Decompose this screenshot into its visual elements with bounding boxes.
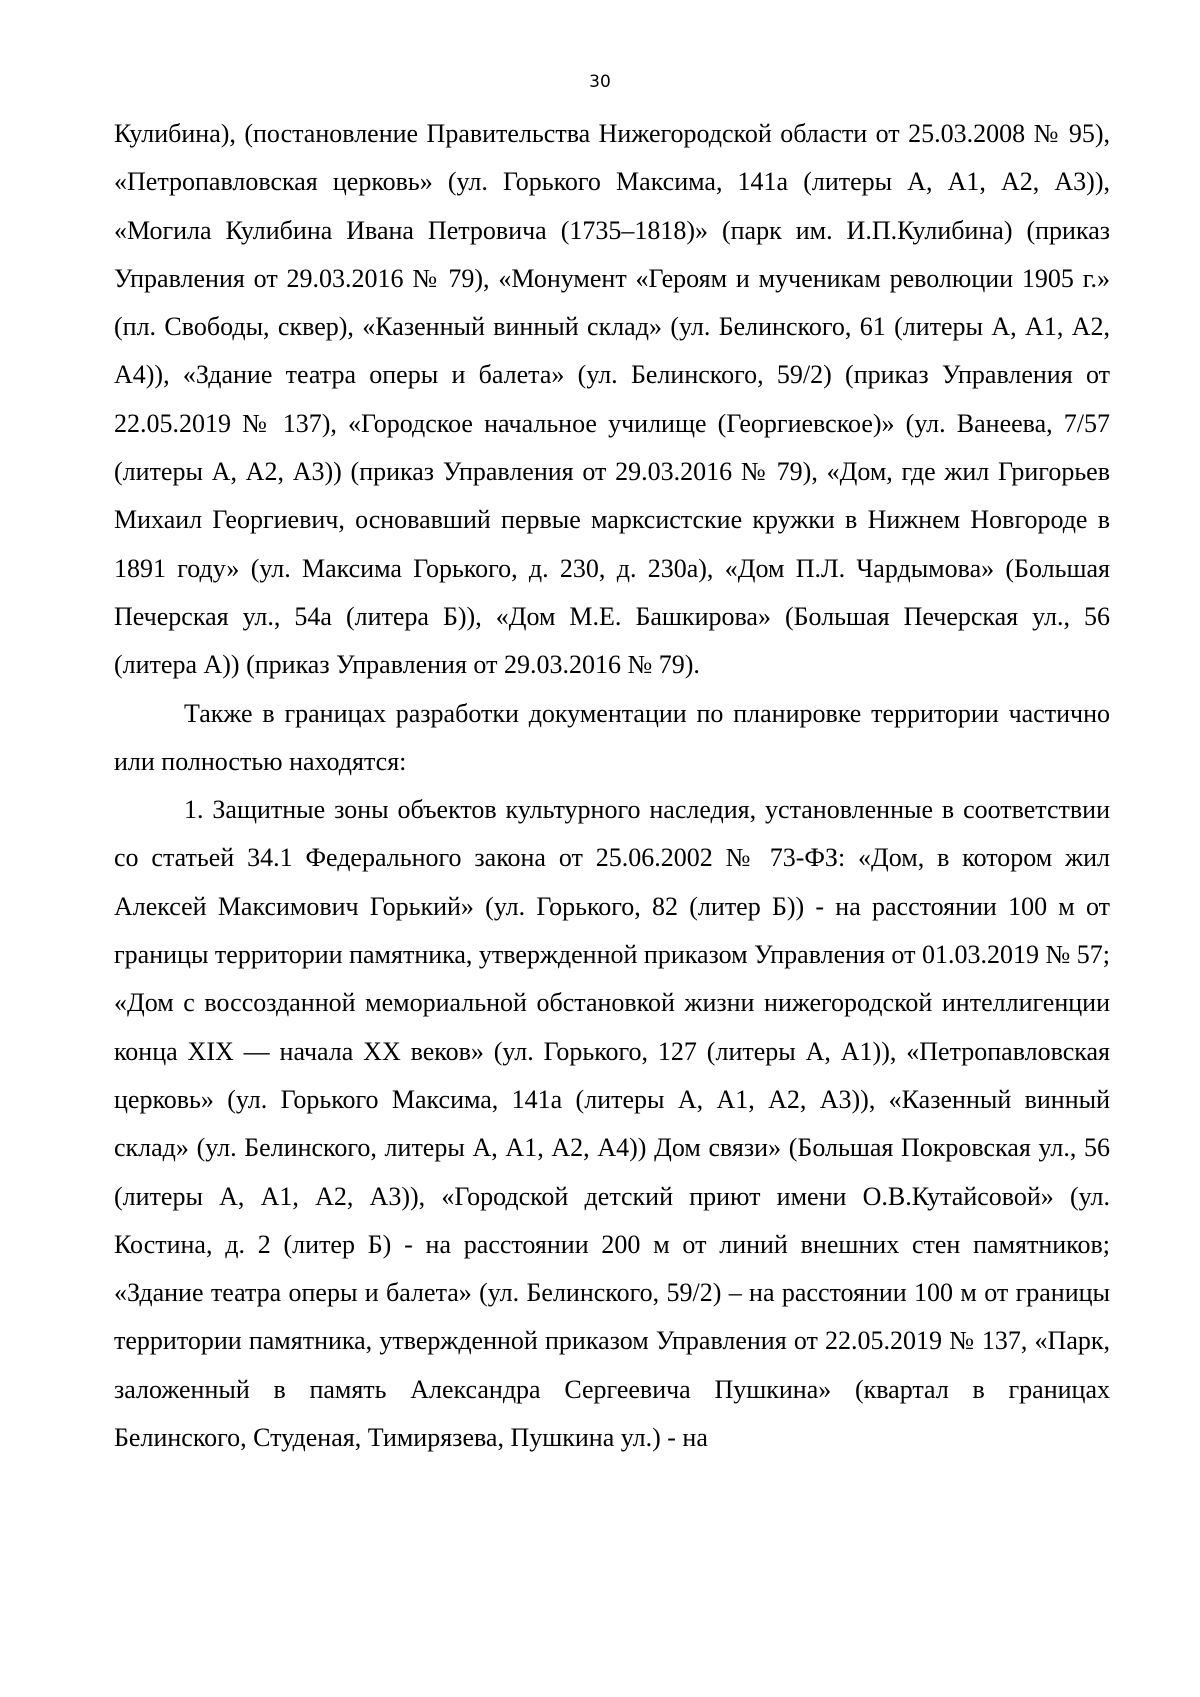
document-body [114,110,1110,1462]
paragraph-continuation: Кулибина), (постановление Правительства Нижегородской области от 25.03.2008 № 95), «Петропавловская церковь» (ул. Горького Максима, 141а (литеры А, А1, А2, А3)), «Могила Кулибина Ивана Петровича (1735–1818)» (парк им. И.П.Кулибина) (приказ Управления от 29.03.2016 № 79), «Монумент «Героям и мученикам революции 1905 г.» (пл. Свободы, сквер), «Казенный винный склад» (ул. Белинского, 61 (литеры А, А1, А2, А4)), «Здание театра оперы и балета» (ул. Белинского, 59/2) (приказ Управления от 22.05.2019 № 137), «Городское начальное училище (Георгиевское)» (ул. Ванеева, 7/57 (литеры А, А2, А3)) (приказ Управления от 29.03.2016 № 79), «Дом, где жил Григорьев Михаил Георгиевич, основавший первые марксистские кружки в Нижнем Новгороде в 1891 году» (ул. Максима Горького, д. 230, д. 230а), «Дом П.Л. Чардымова» (Большая Печерская ул., 54а (литера Б)), «Дом М.Е. Башкирова» (Большая Печерская ул., 56 (литера А)) (приказ Управления от 29.03.2016 № 79). [114,119,1110,680]
paragraph-intro: Также в границах разработки документации по планировке территории частично или полностью находятся: [114,698,1110,776]
page-number: 30 [589,72,611,92]
paragraph-protective-zones: 1. Защитные зоны объектов культурного наследия, установленные в соответствии со статьей 34.1 Федерального закона от 25.06.2002 № 73-ФЗ: «Дом, в котором жил Алексей Максимович Горький» (ул. Горького, 82 (литер Б)) - на расстоянии 100 м от границы территории памятника, утвержденной приказом Управления от 01.03.2019 № 57; «Дом с воссозданной мемориальной обстановкой жизни нижегородской интеллигенции конца XIX — начала XX веков» (ул. Горького, 127 (литеры А, А1)), «Петропавловская церковь» (ул. Горького Максима, 141а (литеры А, А1, А2, А3)), «Казенный винный склад» (ул. Белинского, литеры А, А1, А2, А4)) Дом связи» (Большая Покровская ул., 56 (литеры А, А1, А2, А3)), «Городской детский приют имени О.В.Кутайсовой» (ул. Костина, д. 2 (литер Б) - на расстоянии 200 м от линий внешних стен памятников; «Здание театра оперы и балета» (ул. Белинского, 59/2) – на расстоянии 100 м от границы территории памятника, утвержденной приказом Управления от 22.05.2019 № 137, «Парк, заложенный в память Александра Сергеевича Пушкина» (квартал в границах Белинского, Студеная, Тимирязева, Пушкина ул.) - на [114,795,1110,1453]
